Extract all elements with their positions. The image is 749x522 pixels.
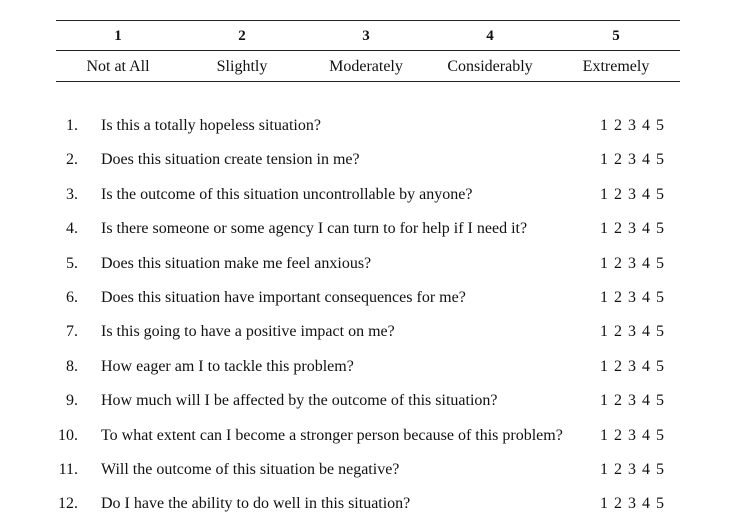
rating-options: 1 2 3 4 5 [600,255,664,272]
rating-options: 1 2 3 4 5 [600,220,664,237]
rating-options: 1 2 3 4 5 [600,323,664,340]
scale-number-4: 4 [486,28,494,44]
question-text: To what extent can I become a stronger person because of this problem? [101,427,563,444]
scale-label-2: Slightly [216,58,268,75]
question-item [0,186,749,208]
rating-options: 1 2 3 4 5 [600,117,664,134]
rating-options: 1 2 3 4 5 [600,358,664,375]
scale-number-2: 2 [238,28,246,44]
question-number: 7. [66,323,78,340]
question-number: 12. [58,495,78,512]
scale-number-5: 5 [612,28,620,44]
scale-number-1: 1 [114,28,122,44]
question-item [0,461,749,483]
question-number: 5. [66,255,78,272]
question-text: Does this situation make me feel anxious? [101,255,372,272]
question-number: 2. [66,151,78,168]
question-item [0,220,749,242]
question-text: Is this going to have a positive impact on me? [101,323,395,340]
question-item [0,427,749,449]
question-text: Does this situation create tension in me? [101,151,360,168]
question-item [0,392,749,414]
question-item [0,255,749,277]
question-item [0,289,749,311]
question-number: 11. [58,461,78,478]
scale-number-3: 3 [362,28,370,44]
question-item [0,358,749,380]
question-item [0,151,749,173]
question-text: Is this a totally hopeless situation? [101,117,321,134]
rating-scale-header [56,20,680,82]
question-number: 1. [66,117,78,134]
question-number: 8. [66,358,78,375]
question-text: Is there someone or some agency I can turn to for help if I need it? [101,220,528,237]
scale-label-5: Extremely [582,58,650,75]
question-text: Will the outcome of this situation be negative? [101,461,400,478]
question-number: 10. [58,427,78,444]
question-number: 9. [66,392,78,409]
scale-divider [56,50,680,51]
scale-label-3: Moderately [329,58,403,75]
question-number: 6. [66,289,78,306]
rating-options: 1 2 3 4 5 [600,289,664,306]
rating-options: 1 2 3 4 5 [600,186,664,203]
question-text: Do I have the ability to do well in this situation? [101,495,411,512]
rating-options: 1 2 3 4 5 [600,151,664,168]
scale-label-4: Considerably [447,58,533,75]
question-number: 3. [66,186,78,203]
question-item [0,323,749,345]
question-item [0,495,749,517]
rating-options: 1 2 3 4 5 [600,461,664,478]
rating-options: 1 2 3 4 5 [600,427,664,444]
question-item [0,117,749,139]
question-text: Does this situation have important consequences for me? [101,289,466,306]
question-text: Is the outcome of this situation uncontrollable by anyone? [101,186,473,203]
question-text: How much will I be affected by the outcome of this situation? [101,392,498,409]
rating-options: 1 2 3 4 5 [600,495,664,512]
scale-label-1: Not at All [86,58,150,75]
rating-options: 1 2 3 4 5 [600,392,664,409]
question-text: How eager am I to tackle this problem? [101,358,354,375]
question-number: 4. [66,220,78,237]
